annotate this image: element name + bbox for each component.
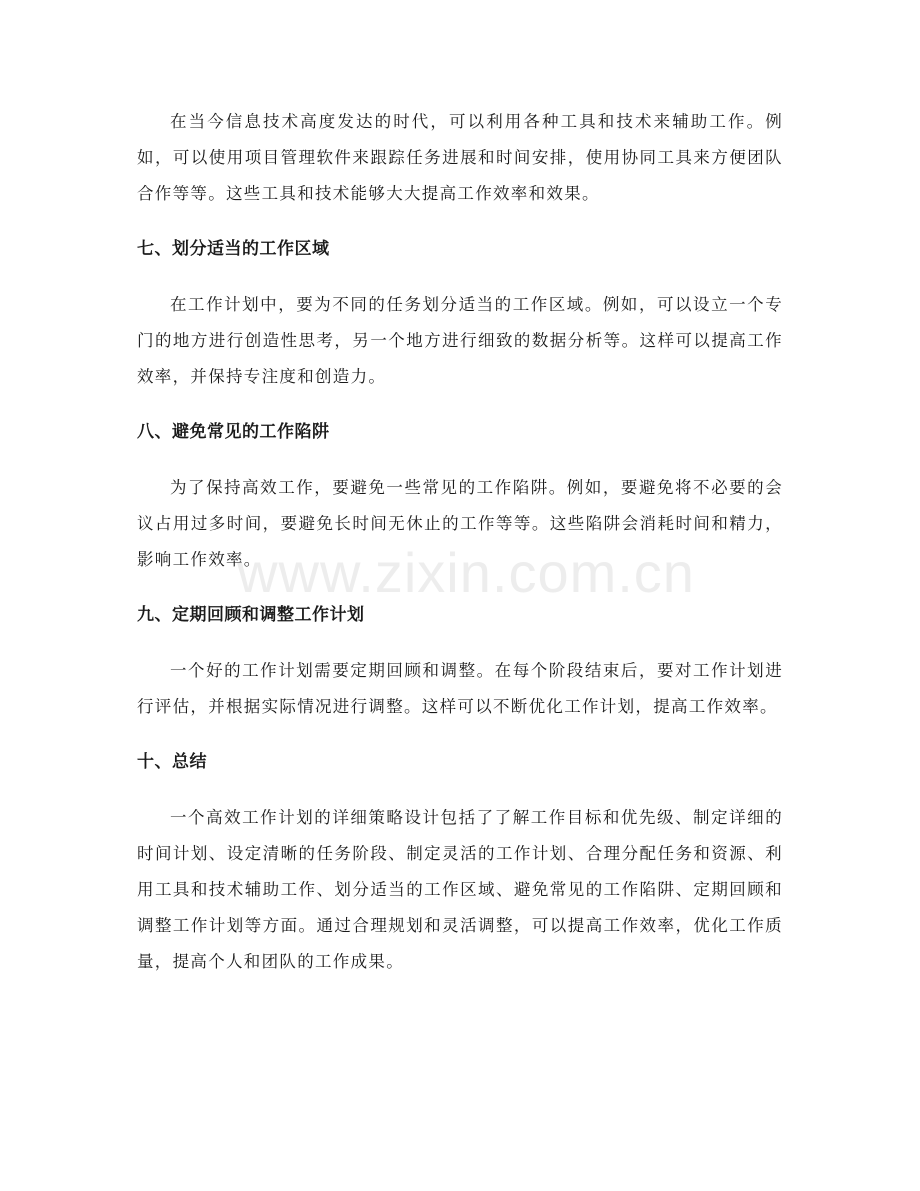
intro-paragraph: 在当今信息技术高度发达的时代，可以利用各种工具和技术来辅助工作。例如，可以使用项目管理软件来跟踪任务进展和时间安排，使用协同工具来方便团队合作等等。这些工具和技术能够大大提高工作效率和效果。 <box>137 112 783 203</box>
section-heading-9: 九、定期回顾和调整工作计划 <box>137 605 365 625</box>
section-paragraph-8: 为了保持高效工作，要避免一些常见的工作陷阱。例如，要避免将不必要的会议占用过多时间，要避免长时间无休止的工作等等。这些陷阱会消耗时间和精力，影响工作效率。 <box>137 478 783 569</box>
section-heading-8: 八、避免常见的工作陷阱 <box>137 422 330 442</box>
section-paragraph-7: 在工作计划中，要为不同的任务划分适当的工作区域。例如，可以设立一个专门的地方进行创造性思考，另一个地方进行细致的数据分析等。这样可以提高工作效率，并保持专注度和创造力。 <box>137 295 783 386</box>
section-paragraph-9: 一个好的工作计划需要定期回顾和调整。在每个阶段结束后，要对工作计划进行评估，并根据实际情况进行调整。这样可以不断优化工作计划，提高工作效率。 <box>137 661 783 716</box>
document-body <box>137 104 783 980</box>
section-heading-10: 十、总结 <box>137 752 207 772</box>
watermark: www.zixin.com.cn <box>237 541 695 604</box>
section-heading-7: 七、划分适当的工作区域 <box>137 239 330 259</box>
section-paragraph-10: 一个高效工作计划的详细策略设计包括了了解工作目标和优先级、制定详细的时间计划、设定清晰的任务阶段、制定灵活的工作计划、合理分配任务和资源、利用工具和技术辅助工作、划分适当的工作区域、避免常见的工作陷阱、定期回顾和调整工作计划等方面。通过合理规划和灵活调整，可以提高工作效率，优化工作质量，提高个人和团队的工作成果。 <box>137 808 783 971</box>
